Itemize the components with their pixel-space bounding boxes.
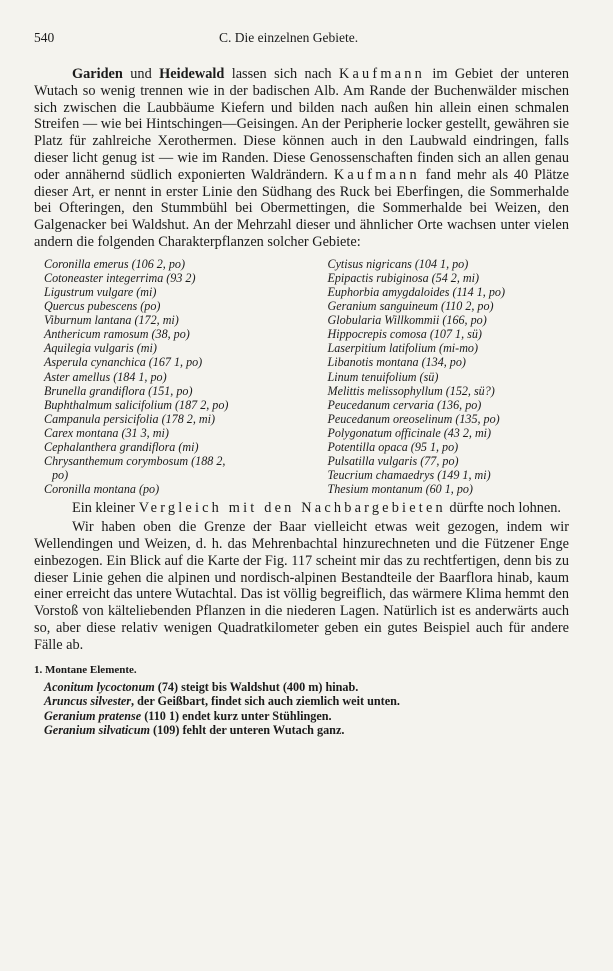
plant-item: Quercus pubescens (po) [44, 299, 161, 314]
plant-item: Carex montana (31 3, mi) [44, 425, 169, 440]
spaced-emphasis: Vergleich mit den Nachbargebieten [138, 500, 446, 517]
bold-term-heidewald: Heidewald [159, 66, 225, 82]
plant-item: Peucedanum cervaria (136, po) [327, 397, 482, 412]
plant-item: Asperula cynanchica (167 1, po) [44, 355, 203, 370]
text-run: und [122, 66, 160, 82]
plant-item: Aster amellus (184 1, po) [44, 369, 167, 384]
plant-item: Campanula persicifolia (178 2, mi) [44, 411, 215, 426]
plant-list-table [44, 257, 569, 497]
item-text: (109) fehlt der unteren Wutach ganz. [149, 723, 345, 738]
text-run: dürfte noch lohnen. [445, 500, 561, 517]
plant-item: Epipactis rubiginosa (54 2, mi) [327, 270, 480, 285]
plant-item: Aquilegia vulgaris (mi) [44, 341, 157, 356]
author-name: Kaufmann [333, 166, 420, 183]
montane-list [44, 680, 569, 738]
paragraph-gariden [34, 66, 569, 251]
plant-item: Linum tenuifolium (sü) [327, 369, 439, 384]
text-run: Ein kleiner [72, 500, 139, 517]
plant-item: Brunella grandiflora (151, po) [44, 383, 193, 398]
text-run: im Gebiet der unteren Wutach so wenig trennen wie in der badischen Alb. Am Rande der Buchenwälder mischen sich zwischen die Laubbäume Kiefern und bilden nach außen hin allein einen schmalen Streifen — wie bei Hintschingen—Geisingen. An der Peripherie locker gestellt, gewähren sie Platz für zahlreiche Xerothermen. Diese können auch in den Laubwald eindringen, falls dieser licht genug ist — wie im Randen. Diese Genossenschaften finden sich an allen genau oder annähernd südlich exponierten Waldrändern. [34, 66, 569, 183]
plant-item: Cytisus nigricans (104 1, po) [327, 256, 469, 271]
plant-item: Peucedanum oreoselinum (135, po) [327, 411, 500, 426]
plant-item: Geranium sanguineum (110 2, po) [327, 299, 494, 314]
species-name: Aconitum lycoctonum [44, 679, 155, 694]
plant-item: Euphorbia amygdaloides (114 1, po) [327, 284, 505, 299]
plant-item: Cotoneaster integerrima (93 2) [44, 270, 196, 285]
paragraph-vergleich [34, 500, 569, 517]
plant-item-continuation: po) [52, 468, 69, 483]
plant-item: Cephalanthera grandiflora (mi) [44, 439, 199, 454]
item-text: (110 1) endet kurz unter Stühlingen. [141, 708, 332, 723]
author-name: Kaufmann [338, 66, 425, 82]
plant-item: Ligustrum vulgare (mi) [44, 284, 157, 299]
plant-list-right-column [328, 257, 570, 497]
plant-item: Coronilla montana (po) [44, 482, 160, 497]
page-header [34, 28, 569, 52]
plant-list-left-column [44, 257, 307, 497]
bold-term-gariden: Gariden [72, 66, 123, 82]
montane-list-item [44, 709, 569, 724]
plant-item: Buphthalmum salicifolium (187 2, po) [44, 397, 229, 412]
item-text: (74) steigt bis Waldshut (400 m) hinab. [154, 679, 359, 694]
species-name: Aruncus silvester [44, 694, 132, 709]
plant-item: Viburnum lantana (172, mi) [44, 313, 179, 328]
montane-list-item [44, 723, 569, 738]
plant-item: Teucrium chamaedrys (149 1, mi) [327, 468, 491, 483]
plant-item: Potentilla opaca (95 1, po) [327, 439, 459, 454]
species-name: Geranium pratense [44, 708, 142, 723]
item-text: , der Geißbart, findet sich auch ziemlich weit unten. [131, 694, 400, 709]
plant-item: Polygonatum officinale (43 2, mi) [327, 425, 492, 440]
montane-section [34, 664, 569, 738]
plant-item: Pulsatilla vulgaris (77, po) [327, 454, 459, 469]
plant-item: Coronilla emerus (106 2, po) [44, 256, 185, 271]
plant-item: Chrysanthemum corymbosum (188 2, [44, 454, 226, 469]
page-number: 540 [34, 30, 55, 45]
paragraph-baar-grenze: Wir haben oben die Grenze der Baar vielleicht etwas weit gezogen, indem wir Wellendingen und Weizen, d. h. das Mehrenbachtal hinzurechneten und die Fützener Enge einbezogen. Ein Blick auf die Karte der Fig. 117 scheint mir das zu rechtfertigen, denn bis zu dieser Linie gehen die alpinen und nordisch-alpinen Bestandteile der Baarflora hinab, kaum einer erreicht das untere Wutachtal. Das ist völlig begreiflich, das wärmere Klima hemmt den Vorstoß von kälteliebenden Pflanzen in die niederen Lagen. Natürlich ist es anderwärts auch so, aber diese relativ wenigen Quadratkilometer geben ein gutes Beispiel auch für andere Fälle ab. [34, 519, 569, 653]
plant-item: Melittis melissophyllum (152, sü?) [327, 383, 495, 398]
plant-item: Globularia Willkommii (166, po) [327, 313, 487, 328]
text-run: lassen sich nach [224, 66, 339, 82]
plant-item: Libanotis montana (134, po) [327, 355, 466, 370]
species-name: Geranium silvaticum [44, 723, 150, 738]
plant-item: Laserpitium latifolium (mi-mo) [327, 341, 478, 356]
section-heading: 1. Montane Elemente. [34, 663, 137, 676]
plant-item: Anthericum ramosum (38, po) [44, 327, 190, 342]
plant-item: Thesium montanum (60 1, po) [327, 482, 473, 497]
running-head: C. Die einzelnen Gebiete. [219, 30, 359, 45]
plant-item: Hippocrepis comosa (107 1, sü) [327, 327, 482, 342]
montane-list-item [44, 694, 569, 709]
montane-list-item [44, 680, 569, 695]
text-run: fand mehr als 40 Plätze dieser Art, er nennt in erster Linie den Südhang des Ruck bei Eberfingen, die Sommerhalde bei Ofteringen, den Stummbühl bei Obermettingen, die Sommerhalde bei Weizen, den Galgenacker bei Waldshut. An der Mehrzahl dieser und ähnlicher Orte wachsen unter vielen andern die folgenden Charakterpflanzen solcher Gebiete: [34, 166, 570, 250]
